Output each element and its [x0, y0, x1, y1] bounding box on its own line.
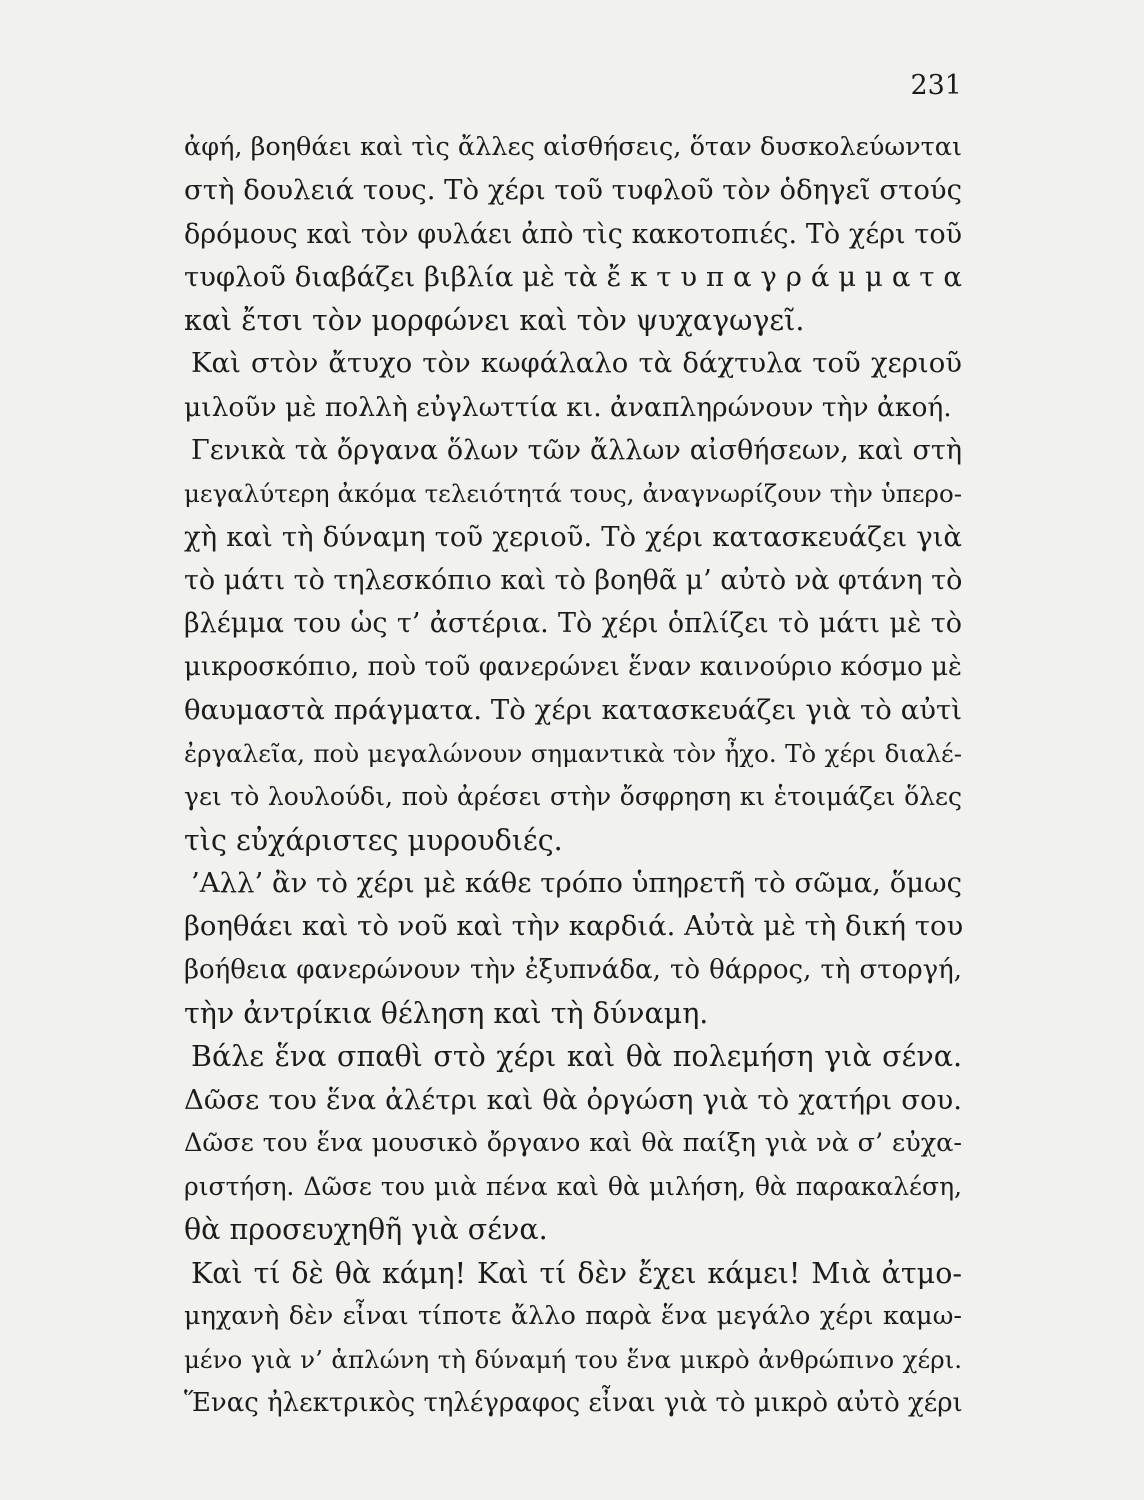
text-line: καὶ ἔτσι τὸν μορφώνει καὶ τὸν ψυχαγωγεῖ. [184, 304, 805, 338]
text-line: τὸ μάτι τὸ τηλεσκόπιο καὶ τὸ βοηθᾶ μ’ αὐτὸ νὰ φτάνη τὸ [184, 564, 963, 596]
text-line: ἀφή, βοηθάει καὶ τὶς ἄλλες αἰσθήσεις, ὅταν δυσκολεύωνται [184, 132, 962, 162]
text-line: βλέμμα του ὡς τ’ ἀστέρια. Τὸ χέρι ὁπλίζει τὸ μάτι μὲ τὸ [184, 608, 962, 640]
text-line: Καὶ στὸν ἄτυχο τὸν κωφάλαλο τὰ δάχτυλα τοῦ χεριοῦ [191, 347, 962, 380]
text-line: Καὶ τί δὲ θὰ κάμη! Καὶ τί δὲν ἔχει κάμει! Μιὰ ἀτμο- [191, 1256, 962, 1290]
text-line: τὶς εὐχάριστες μυρουδιές. [184, 823, 563, 857]
text-line: τὴν ἀντρίκια θέληση καὶ τὴ δύναμη. [184, 996, 709, 1030]
text-line: θὰ προσευχηθῆ γιὰ σένα. [184, 1213, 548, 1247]
text-line: χὴ καὶ τὴ δύναμη τοῦ χεριοῦ. Τὸ χέρι κατασκευάζει γιὰ [184, 520, 962, 553]
text-line: γει τὸ λουλούδι, ποὺ ἀρέσει στὴν ὄσφρηση κι ἑτοιμάζει ὅλες [184, 782, 962, 812]
text-line: στὴ δουλειά τους. Τὸ χέρι τοῦ τυφλοῦ τὸν ὁδηγεῖ στούς [184, 174, 962, 207]
text-line: ἐργαλεῖα, ποὺ μεγαλώνουν σημαντικὰ τὸν ἦχο. Τὸ χέρι διαλέ- [184, 739, 962, 769]
text-line: μιλοῦν μὲ πολλὴ εὐγλωττία κι. ἀναπληρώνουν τὴν ἀκοή. [184, 391, 952, 423]
text-line: Δῶσε του ἕνα ἀλέτρι καὶ θὰ ὀργώση γιὰ τὸ χατήρι σου. [184, 1083, 962, 1116]
text-line: μηχανὴ δὲν εἶναι τίποτε ἄλλο παρὰ ἕνα μεγάλο χέρι καμω- [184, 1301, 962, 1332]
text-line: ’Αλλ’ ἂν τὸ χέρι μὲ κάθε τρόπο ὑπηρετῆ τὸ σῶμα, ὅμως [191, 867, 962, 900]
text-line: Δῶσε του ἕνα μουσικὸ ὄργανο καὶ θὰ παίξη γιὰ νὰ σ’ εὐχα- [184, 1127, 962, 1158]
text-line: θαυμαστὰ πράγματα. Τὸ χέρι κατασκευάζει γιὰ τὸ αὐτὶ [184, 693, 962, 726]
text-line: μεγαλύτερη ἀκόμα τελειότητά τους, ἀναγνωρίζουν τὴν ὑπερο- [184, 479, 962, 509]
text-line: Βάλε ἕνα σπαθὶ στὸ χέρι καὶ θὰ πολεμήση γιὰ σένα. [191, 1040, 962, 1074]
text-line: Γενικὰ τὰ ὄργανα ὅλων τῶν ἄλλων αἰσθήσεων, καὶ στὴ [191, 435, 962, 467]
text-line: βοηθάει καὶ τὸ νοῦ καὶ τὴν καρδιά. Αὐτὰ μὲ τὴ δική του [184, 910, 964, 943]
text-line: τυφλοῦ διαβάζει βιβλία μὲ τὰ ἔ κ τ υ π α γ ρ ά μ μ α τ α [184, 260, 962, 293]
text-line: δρόμους καὶ τὸν φυλάει ἀπὸ τὶς κακοτοπιές. Τὸ χέρι τοῦ [184, 218, 962, 250]
page-number: 231 [910, 70, 962, 101]
text-line: μένο γιὰ ν’ ἁπλώνη τὴ δύναμή του ἕνα μικρὸ ἀνθρώπινο χέρι. [184, 1345, 962, 1375]
text-line: ριστήση. Δῶσε του μιὰ πένα καὶ θὰ μιλήση, θὰ παρακαλέση, [184, 1172, 962, 1202]
text-line: Ἕνας ἠλεκτρικὸς τηλέγραφος εἶναι γιὰ τὸ μικρὸ αὐτὸ χέρι [184, 1387, 963, 1418]
text-line: βοήθεια φανερώνουν τὴν ἐξυπνάδα, τὸ θάρρος, τὴ στοργή, [184, 954, 962, 985]
body-text [184, 126, 962, 1425]
text-line: μικροσκόπιο, ποὺ τοῦ φανερώνει ἕναν καινούριο κόσμο μὲ [184, 651, 962, 682]
